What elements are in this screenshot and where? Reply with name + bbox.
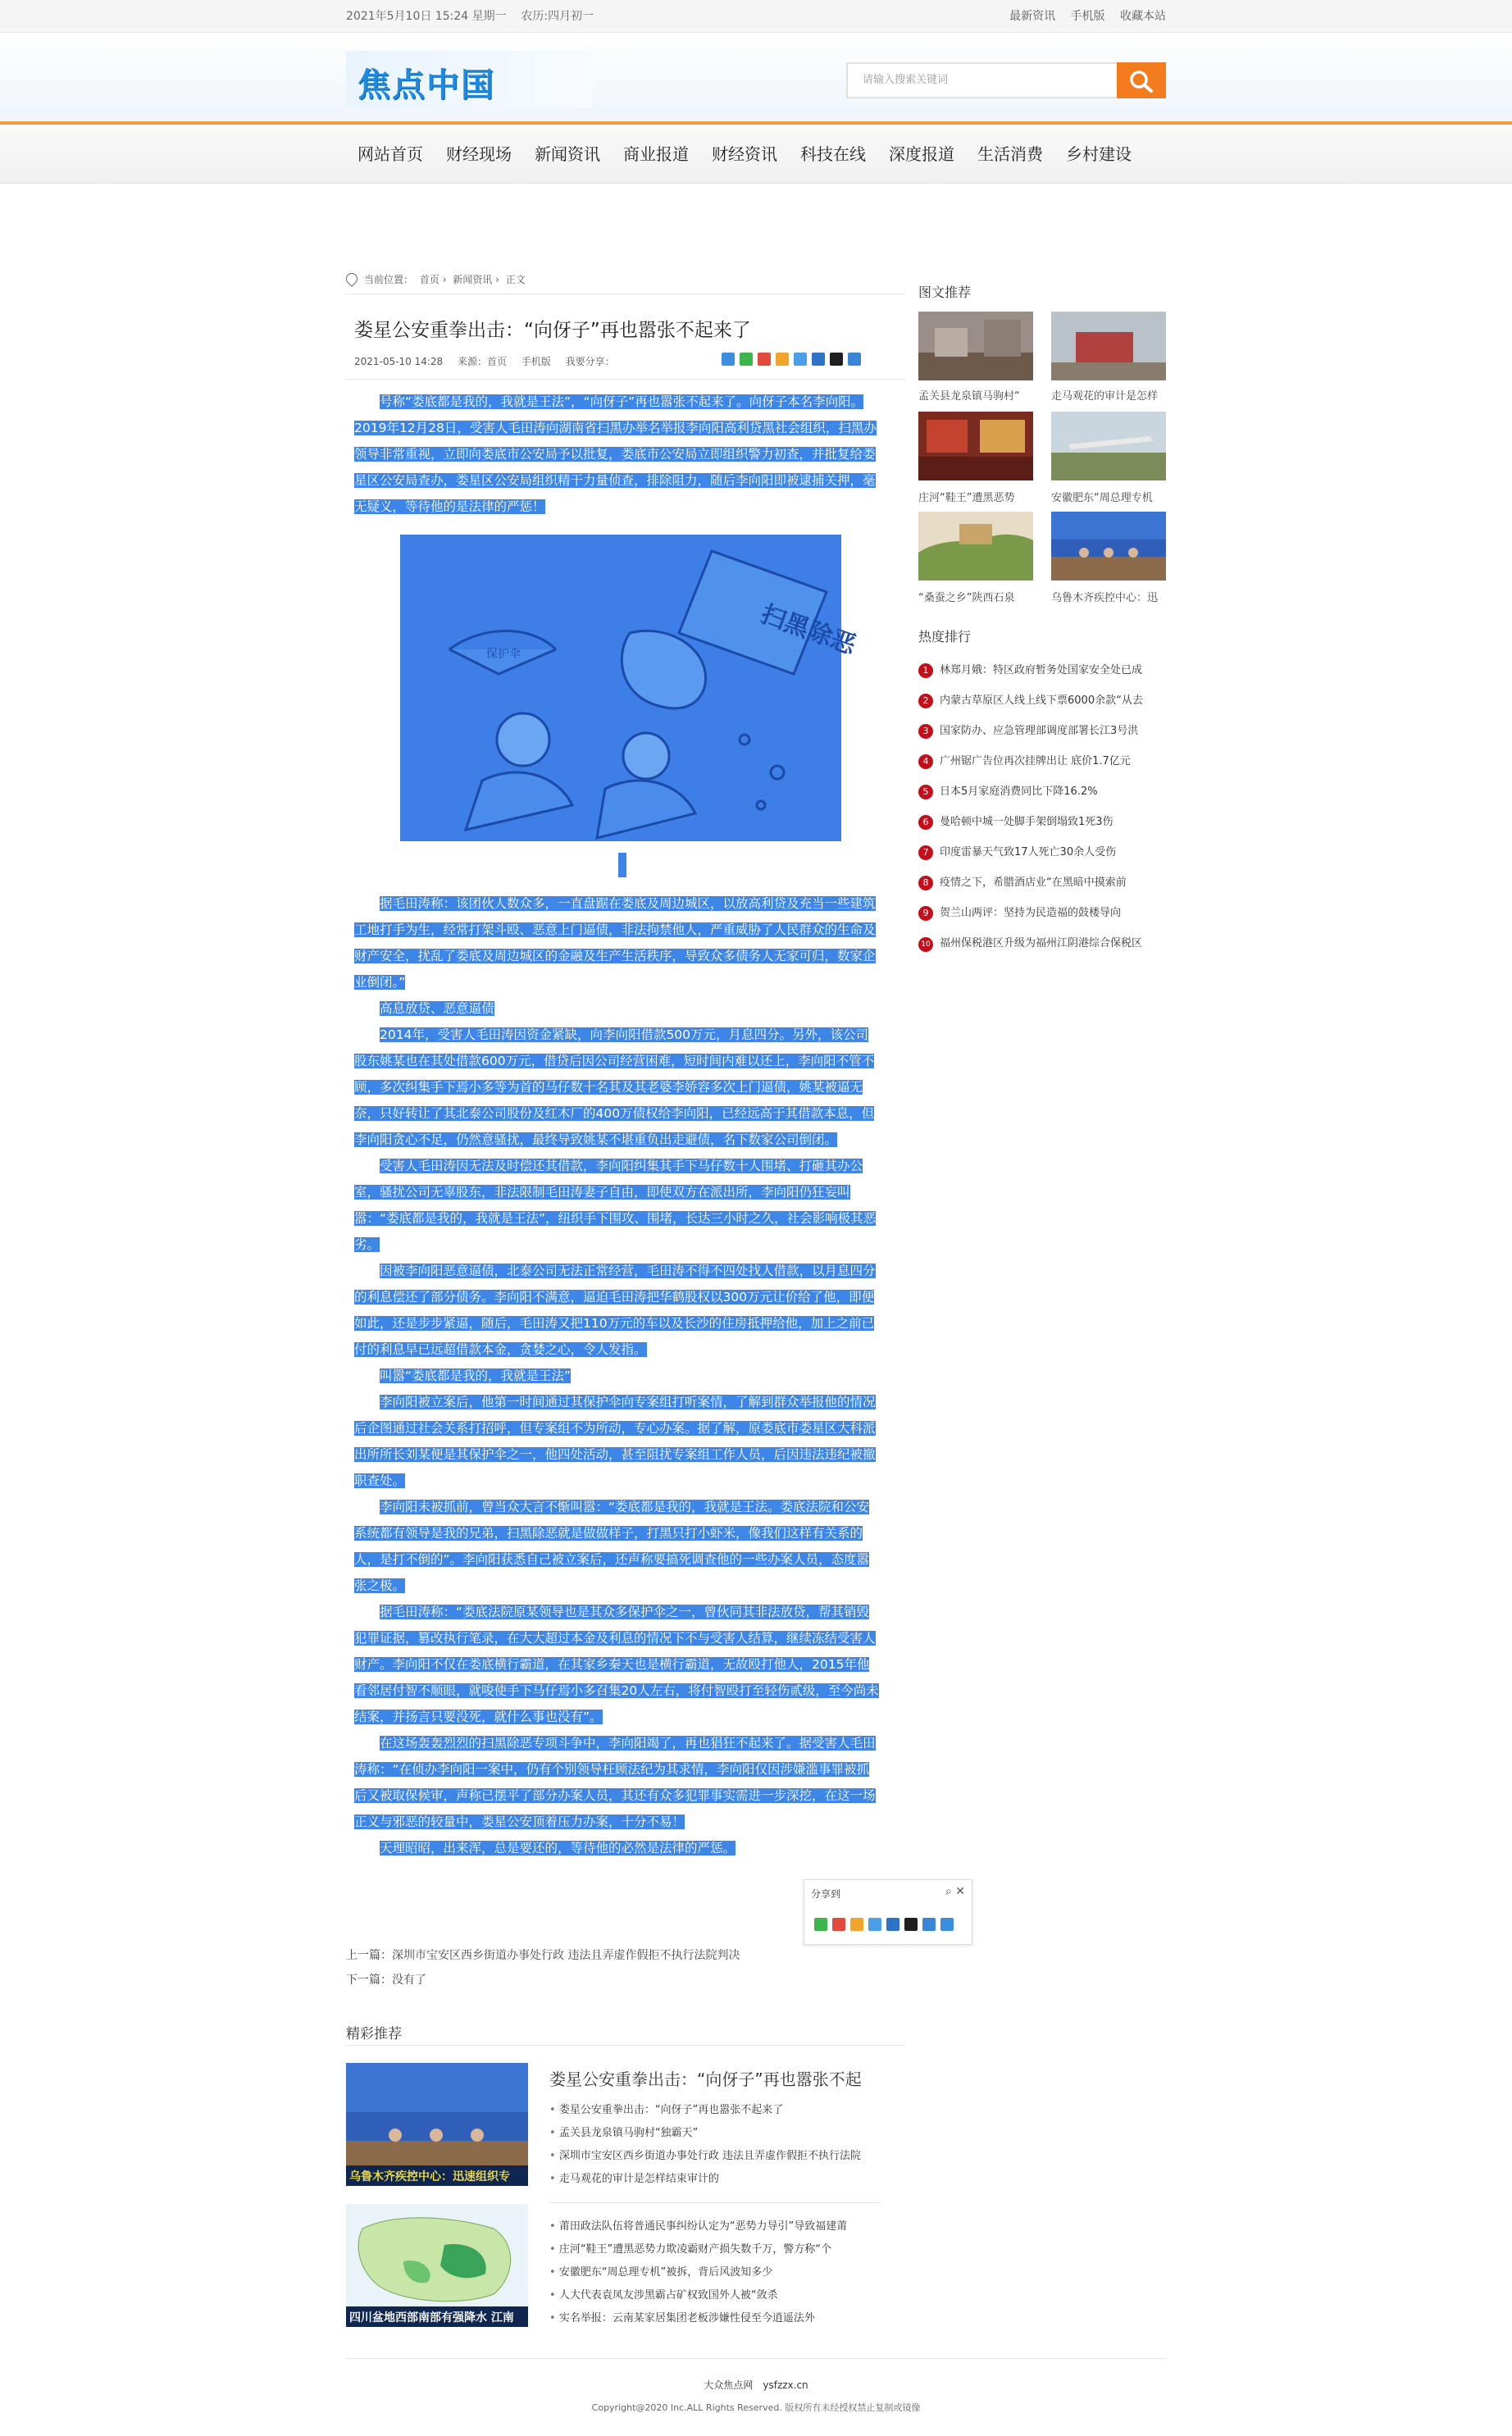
share-more-icon[interactable]: [940, 1918, 954, 1931]
article-date: 2021-05-10 14:28: [354, 356, 444, 367]
article-title: 娄星公安重拳出击：“向伢子”再也嚣张不起来了: [354, 320, 751, 341]
share-qzone-icon[interactable]: [776, 353, 789, 366]
share-renren-icon[interactable]: [886, 1918, 899, 1931]
share-wechat-icon[interactable]: [814, 1918, 827, 1931]
image-caption: 乌鲁木齐疾控中心：迅速组织专: [349, 2170, 510, 2183]
nav-home[interactable]: 网站首页: [358, 144, 423, 164]
list-item[interactable]: • 深圳市宝安区西乡街道办事处行政 违法且弄虚作假拒不执行法院: [549, 2145, 886, 2168]
selection-cursor: [618, 853, 626, 877]
bookmark-link[interactable]: 收藏本站: [1120, 10, 1166, 23]
footer-copyright: Copyright@2020 Inc.ALL Rights Reserved. 版权所有未经授权禁止复制或镜像: [591, 2402, 921, 2413]
sidebar-thumb-caption[interactable]: 孟关县龙泉镇马驹村“: [918, 390, 1020, 403]
share-qzone-icon[interactable]: [850, 1918, 863, 1931]
article-body-continued: [354, 890, 879, 1861]
search-input[interactable]: 请输入搜索关键词: [846, 62, 1117, 98]
location-pin-icon: [344, 271, 360, 287]
rank-item[interactable]: 2 内蒙古草原区人线上线下票6000余款“从去: [918, 691, 1164, 708]
share-wechat-icon[interactable]: [740, 353, 753, 366]
sidebar-thumb-1[interactable]: [918, 312, 1033, 380]
share-renren-icon[interactable]: [812, 353, 825, 366]
prev-article-link[interactable]: 深圳市宝安区西乡街道办事处行政 违法且弄虚作假拒不执行法院判决: [392, 1949, 740, 1962]
sidebar-thumb-caption[interactable]: 乌鲁木齐疾控中心：迅: [1051, 592, 1159, 604]
share-qq-icon[interactable]: [904, 1918, 918, 1931]
article-paragraph: 在这场轰轰烈烈的扫黑除恶专项斗争中，李向阳竭了，再也猖狂不起来了。据受害人毛田涛称：“在侦办李向阳一案中，仍有个别领导枉顾法纪为其求情，李向阳仅因涉嫌滥事罪被抓后又被取保候审，声称已摆平了部分办案人员，其还有众多犯罪事实需进一步深挖，在这一场正义与邪恶的较量中，娄星公安顶着压力办案，十分不易！: [354, 1736, 876, 1829]
top-bar: [0, 0, 1512, 33]
share-label: 我要分享：: [565, 356, 615, 367]
list-item[interactable]: • 庄河“鞋王”遭黑恶势力欺凌霸财产损失数千万，警方称“个: [549, 2238, 886, 2261]
share-more-icon[interactable]: [722, 353, 735, 366]
search-icon[interactable]: ⌕: [945, 1885, 952, 1898]
mobile-version-link[interactable]: 手机版: [521, 356, 551, 367]
floating-share-panel: [804, 1879, 972, 1945]
footer-domain[interactable]: ysfzzx.cn: [763, 2379, 808, 2391]
sidebar-thumb-2[interactable]: [1051, 312, 1166, 380]
list-item[interactable]: • 安徽肥东“周总理专机”被拆，背后风波知多少: [549, 2261, 886, 2284]
rank-item[interactable]: 5 日本5月家庭消费同比下降16.2%: [918, 782, 1164, 799]
rank-item[interactable]: 9 贺兰山两评：坚持为民造福的鼓楼导向: [918, 904, 1164, 921]
share-to-label: 分享到: [811, 1888, 841, 1900]
share-tqq-icon[interactable]: [868, 1918, 881, 1931]
article-meta: [354, 354, 626, 368]
article-source: 来源：首页: [457, 356, 507, 367]
article-paragraph: 据毛田涛称：该团伙人数众多，一直盘踞在娄底及周边城区，以放高利贷及充当一些建筑工地打手为生，经常打架斗殴、恶意上门逼债，非法拘禁他人，严重威胁了人民群众的生命及财产安全，扰乱了娄底及周边城区的金融及生产生活秩序，导致众多债务人无家可归，数家企业倒闭。”: [354, 896, 876, 990]
nav-finance-info[interactable]: 财经资讯: [712, 144, 777, 164]
article-subheading: 叫嚣“娄底都是我的，我就是王法”: [380, 1368, 572, 1383]
nav-business[interactable]: 商业报道: [623, 144, 689, 164]
anti-crime-illustration: [400, 535, 859, 841]
umbrella-label: 保护伞: [486, 648, 521, 661]
article-image: [400, 535, 859, 841]
next-article: 下一篇：没有了: [346, 1974, 426, 1987]
list-item[interactable]: • 走马观花的审计是怎样结束审计的: [549, 2168, 886, 2191]
sidebar-thumb-3[interactable]: [918, 412, 1033, 480]
article-paragraph: 受害人毛田涛因无法及时偿还其借款，李向阳纠集其手下马仔数十人围堵、打砸其办公室，骚扰公司无辜股东，非法限制毛田涛妻子自由，即使双方在派出所，李向阳仍狂妄叫嚣：“娄底都是我的，我就是王法”，纽织手下围攻、围堵，长达三小时之久，社会影响极其恶劣。: [354, 1159, 877, 1252]
sidebar-thumb-caption[interactable]: “桑蚕之乡”陕西石泉: [918, 592, 1015, 604]
sidebar-thumb-caption[interactable]: 走马观花的审计是怎样: [1051, 390, 1159, 403]
list-item[interactable]: • 娄星公安重拳出击：“向伢子”再也嚣张不起来了: [549, 2099, 886, 2122]
rank-item[interactable]: 7 印度雷暴天气致17人死亡30余人受伤: [918, 843, 1164, 860]
share-weibo-icon[interactable]: [832, 1918, 845, 1931]
rank-item[interactable]: 10 福州保税港区升级为福州江阴港综合保税区: [918, 934, 1164, 952]
list-item[interactable]: • 莆田政法队伍将普通民事纠纷认定为“恶势力导引”导致福建莆: [549, 2215, 886, 2238]
article-paragraph: 号称“娄底都是我的，我就是王法”，“向伢子”再也嚣张不起来了。向伢子本名李向阳。2019年12月28日，受害人毛田涛向湖南省扫黑办举名举报李向阳高利贷黑社会组织，扫黑办领导非常重视，立即向娄底市公安局予以批复，娄底市公安局立即组织警力初查，并批复给娄星区公安局查办，娄星区公安局组织精干力量侦查，排除阻力，随后李向阳即被逮捕关押，毫无疑义，等待他的是法律的严惩！: [354, 394, 877, 514]
article-paragraph: 天理昭昭，出来浑，总是要还的，等待他的必然是法律的严惩。: [380, 1841, 736, 1855]
share-panel-controls: [945, 1885, 965, 1898]
article-paragraph: 2014年，受害人毛田涛因资金紧缺，向李向阳借款500万元，月息四分。另外，该公司股东姚某也在其处借款600万元，借贷后因公司经营困难，短时间内难以还上，李向阳不管不顾，多次纠集手下焉小多等为首的马仔数十名其及其老婆李娇容多次上门逼债，姚某被逼无奈，只好转让了其北泰公司股份及红木厂的400万债权给李向阳，已经远高于其借款本息，但李向阳贪心不足，仍然意骚扰，最终导致姚某不堪重负出走避债，名下数家公司倒闭。: [354, 1027, 875, 1147]
nav-rural[interactable]: 乡村建设: [1066, 144, 1132, 164]
article-paragraph: 李向阳未被抓前，曾当众大言不惭叫嚣：“娄底都是我的，我就是王法。娄底法院和公安系统都有领导是我的兄弟，扫黑除恶就是做做样子，打黑只打小虾米，像我们这样有关系的人，是打不倒的”。李向阳获悉自己被立案后，还声称要搞死调查他的一些办案人员，态度嚣张之极。: [354, 1500, 870, 1593]
article-paragraph: 李向阳被立案后，他第一时间通过其保护伞向专案组打听案情，了解到群众举报他的情况后企图通过社会关系打招呼，但专案组不为所动，专心办案。据了解，原娄底市娄星区大科派出所所长刘某便是其保护伞之一，他四处活动，甚至阻扰专案组工作人员，后因违法违纪被撤职查处。: [354, 1395, 876, 1488]
recommend-headline[interactable]: 娄星公安重拳出击：“向伢子”再也嚣张不起: [549, 2069, 862, 2089]
sidebar-thumb-6[interactable]: [1051, 512, 1166, 581]
article-paragraph: 因被李向阳恶意逼债，北泰公司无法正常经营，毛田涛不得不四处找人借款，以月息四分的利息偿还了部分债务。李向阳不满意，逼迫毛田涛把华鹤股权以300万元让价给了他，即便如此，还是步步紧逼，随后，毛田涛又把110万元的车以及长沙的住房抵押给他，加上之前已付的利息早已远超借款本金，贪婪之心，令人发指。: [354, 1264, 876, 1357]
latest-news-link[interactable]: 最新资讯: [1009, 10, 1056, 23]
divider: [346, 379, 905, 380]
search-icon: [1128, 69, 1154, 93]
pic-recommend-title: 图文推荐: [918, 285, 972, 300]
divider: [346, 2045, 905, 2046]
image-slogan: 扫黑除恶: [757, 599, 859, 661]
nav-news[interactable]: 新闻资讯: [535, 144, 600, 164]
image-caption: 四川盆地西部南部有强降水 江南: [349, 2311, 514, 2324]
site-logo[interactable]: 焦点中国: [346, 51, 592, 108]
prev-article: 上一篇：深圳市宝安区西乡街道办事处行政 违法且弄虚作假拒不执行法院判决: [346, 1949, 740, 1962]
weather-map: [346, 2204, 528, 2327]
sidebar-thumb-caption[interactable]: 安徽肥东“周总理专机: [1051, 492, 1153, 504]
mobile-link[interactable]: 手机版: [1070, 10, 1105, 23]
header: [0, 33, 1512, 123]
nav-finance-live[interactable]: 财经现场: [446, 144, 512, 164]
sidebar-thumb-5[interactable]: [918, 512, 1033, 581]
date-text: 2021年5月10日 15:24 星期一 农历:四月初一: [346, 10, 594, 23]
share-weibo-icon[interactable]: [758, 353, 771, 366]
recommend-image-1[interactable]: [346, 2063, 528, 2186]
footer-site: [0, 2378, 1512, 2392]
share-tqq-icon[interactable]: [794, 353, 807, 366]
share-add-icon[interactable]: [848, 353, 861, 366]
recommend-list-2: [549, 2215, 886, 2330]
recommend-title: 精彩推荐: [346, 2026, 402, 2042]
article-paragraph: 据毛田涛称：“娄底法院原某领导也是其众多保护伞之一，曾伙同其非法放贷，帮其销毁犯罪证据，篡改执行笔录，在大大超过本金及利息的情况下不与受害人结算，继续冻结受害人财产。李向阳不仅在娄底横行霸道，在其家乡秦天也是横行霸道，无故殴打他人，2015年他看邻居付智不顺眼，就唆使手下马仔焉小多召集20人左右，将付智殴打至轻伤贰级，至今尚未结案，并扬言只要没死，就什么事也没有”。: [354, 1605, 879, 1724]
nav-tech[interactable]: 科技在线: [800, 144, 866, 164]
list-item[interactable]: • 人大代表袁凤友涉黑霸占矿权致国外人被“敛杀: [549, 2284, 886, 2307]
list-item[interactable]: • 实名举报：云南某家居集团老板涉嫌性侵至今逍遥法外: [549, 2307, 886, 2330]
sidebar-thumb-caption[interactable]: 庄河“鞋王”遭黑恶势: [918, 492, 1015, 504]
recommend-list-1: [549, 2099, 886, 2191]
rank-item[interactable]: 6 曼哈顿中城一处脚手架倒塌致1死3伤: [918, 813, 1164, 830]
rank-item[interactable]: 3 国家防办、应急管理部调度部署长江3号洪: [918, 722, 1164, 739]
nav-depth[interactable]: 深度报道: [889, 144, 954, 164]
rank-item[interactable]: 4 广州锯广告位再次挂牌出让 底价1.7亿元: [918, 752, 1164, 769]
floating-share-icons: [814, 1918, 959, 1934]
article-subheading: 高息放贷、恶意逼债: [380, 1001, 494, 1016]
search-form: [846, 62, 1166, 98]
nav-life[interactable]: 生活消费: [977, 144, 1043, 164]
next-article-link[interactable]: 没有了: [392, 1974, 426, 1987]
hot-rank-title: 热度排行: [918, 629, 972, 644]
share-info-icon[interactable]: [922, 1918, 936, 1931]
recommend-image-2[interactable]: [346, 2204, 528, 2327]
divider: [549, 2202, 881, 2203]
share-icons: [722, 353, 866, 369]
sidebar-thumb-4[interactable]: [1051, 412, 1166, 480]
search-button[interactable]: [1117, 62, 1166, 98]
breadcrumb-current: 正文: [505, 274, 526, 285]
footer-site-name[interactable]: 大众焦点网: [704, 2379, 754, 2391]
article-body: [354, 389, 879, 520]
share-qq-icon[interactable]: [830, 353, 843, 366]
rank-item[interactable]: 1 林郑月娥：特区政府暂务处国家安全处已成: [918, 661, 1164, 678]
top-links: [998, 0, 1166, 33]
breadcrumb-home[interactable]: 首页: [419, 274, 439, 285]
breadcrumb-news[interactable]: 新闻资讯: [453, 274, 493, 285]
breadcrumb: 当前位置： 首页 › 新闻资讯 › 正文: [346, 272, 529, 286]
close-icon[interactable]: ✕: [955, 1885, 965, 1898]
footer-divider: [346, 2358, 1166, 2359]
rank-item[interactable]: 8 疫情之下，希腊酒店业“在黑暗中摸索前: [918, 873, 1164, 890]
main-nav: [0, 125, 1512, 184]
list-item[interactable]: • 孟关县龙泉镇马驹村“独霸天”: [549, 2122, 886, 2145]
press-conference-photo: [346, 2063, 528, 2186]
